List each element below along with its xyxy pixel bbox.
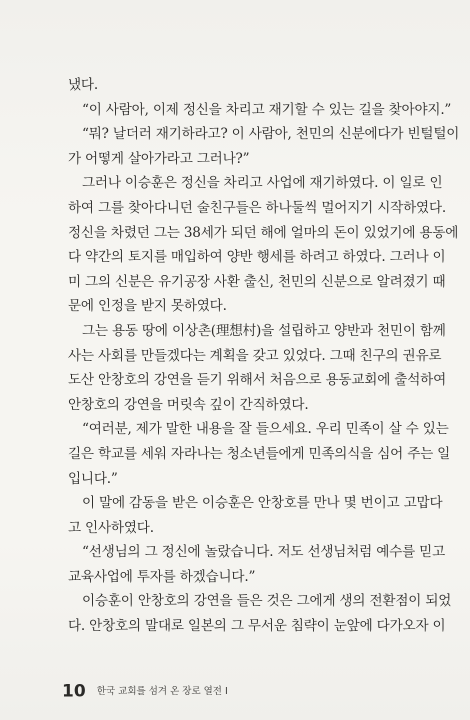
text-line: 그러나 이승훈은 정신을 차리고 사업에 재기하였다. 이 일로 인 <box>82 175 443 192</box>
running-head: 한국 교회를 섬겨 온 장로 열전 I <box>96 685 228 697</box>
text-line: 도산 안창호의 강연을 듣기 위해서 처음으로 용동교회에 출석하여 <box>68 372 446 389</box>
text-line: 문에 인정을 받지 못하였다. <box>68 298 227 315</box>
text-line: 냈다. <box>68 77 98 93</box>
text-line: 입니다.” <box>68 470 118 487</box>
text-line: 길은 학교를 세워 자라나는 청소년들에게 민족의식을 심어 주는 일 <box>68 445 451 462</box>
text-line: “뭐? 날더러 재기하라고? 이 사람아, 천민의 신분에다가 빈털털이 <box>82 126 460 143</box>
text-line: 교육사업에 투자를 하겠습니다.” <box>68 568 256 585</box>
text-line: “여러분, 제가 말한 내용을 잘 들으세요. 우리 민족이 살 수 있는 <box>82 421 449 438</box>
text-line: “이 사람아, 이제 정신을 차리고 재기할 수 있는 길을 찾아야지.” <box>82 101 452 118</box>
text-line: 그는 용동 땅에 이상촌(理想村)을 설립하고 양반과 천민이 함께 <box>82 322 446 339</box>
text-line: 이 말에 감동을 받은 이승훈은 안창호를 만나 몇 번이고 고맙다 <box>82 495 443 512</box>
page-footer <box>62 680 228 702</box>
text-line: 정신을 차렸던 그는 38세가 되던 해에 얼마의 돈이 있었기에 용동에 <box>68 224 459 241</box>
text-line: 사는 사회를 만들겠다는 계획을 갖고 있었다. 그때 친구의 권유로 <box>68 347 442 364</box>
text-line: 안창호의 강연을 머릿속 깊이 간직하였다. <box>68 396 309 413</box>
text-line: 다 약간의 토지를 매입하여 양반 행세를 하려고 하였다. 그러나 이 <box>68 249 446 266</box>
text-line: 가 어떻게 살아가라고 그러나?” <box>68 150 250 167</box>
text-line: 하여 그를 찾아다니던 술친구들은 하나둘씩 멀어지기 시작하였다. <box>68 199 446 216</box>
page-number: 10 <box>62 681 86 702</box>
body-text <box>68 73 460 639</box>
text-line: 다. 안창호의 말대로 일본의 그 무서운 침략이 눈앞에 다가오자 이 <box>68 618 446 635</box>
text-line: 고 인사하였다. <box>68 519 154 536</box>
text-line: “선생님의 그 정신에 놀랐습니다. 저도 선생님처럼 예수를 믿고 <box>82 544 446 561</box>
text-line: 미 그의 신분은 유기공장 사환 출신, 천민의 신분으로 알려졌기 때 <box>68 273 446 290</box>
text-line: 이승훈이 안창호의 강연을 들은 것은 그에게 생의 전환점이 되었 <box>82 593 452 610</box>
